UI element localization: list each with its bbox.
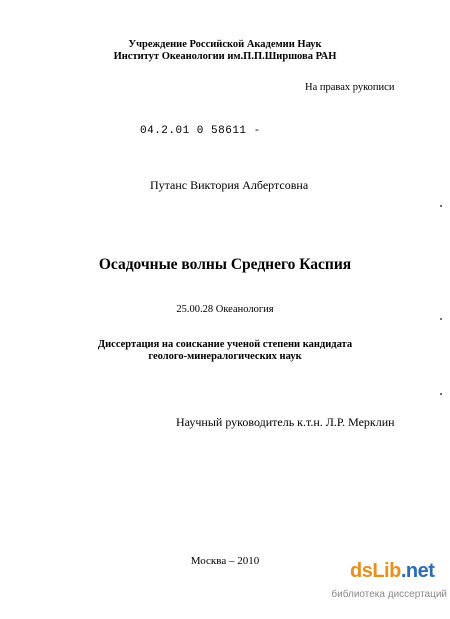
watermark-brand: [350, 560, 434, 583]
dissertation-degree-line-1: Диссертация на соискание ученой степени кандидата: [97, 339, 353, 350]
scientific-advisor: Научный руководитель к.т.н. Л.Р. Мерклин: [176, 415, 395, 429]
scan-speck: [440, 205, 442, 207]
institution-line-2: Институт Океанологии им.П.П.Ширшова РАН: [113, 51, 337, 62]
specialty-code: 25.00.28 Океанология: [176, 304, 274, 315]
institution-line-1: Учреждение Российской Академии Наук: [128, 39, 322, 50]
author-name: Путанс Виктория Албертсовна: [150, 178, 309, 192]
watermark-brand-part1: dsLib: [350, 560, 401, 582]
rights-note: На правах рукописи: [305, 82, 395, 93]
city-year: Москва – 2010: [190, 555, 260, 567]
watermark-brand-part2: .net: [400, 560, 435, 582]
watermark-tagline: библиотека диссертаций: [331, 589, 447, 600]
scan-speck: [440, 318, 442, 320]
dissertation-degree-line-2: геолого-минералогических наук: [148, 351, 302, 362]
dissertation-title: Осадочные волны Среднего Каспия: [98, 256, 352, 273]
dslib-watermark-logo: [322, 560, 447, 610]
scan-speck: [440, 393, 442, 395]
stamp-number: 04.2.01 0 58611 -: [140, 125, 261, 137]
